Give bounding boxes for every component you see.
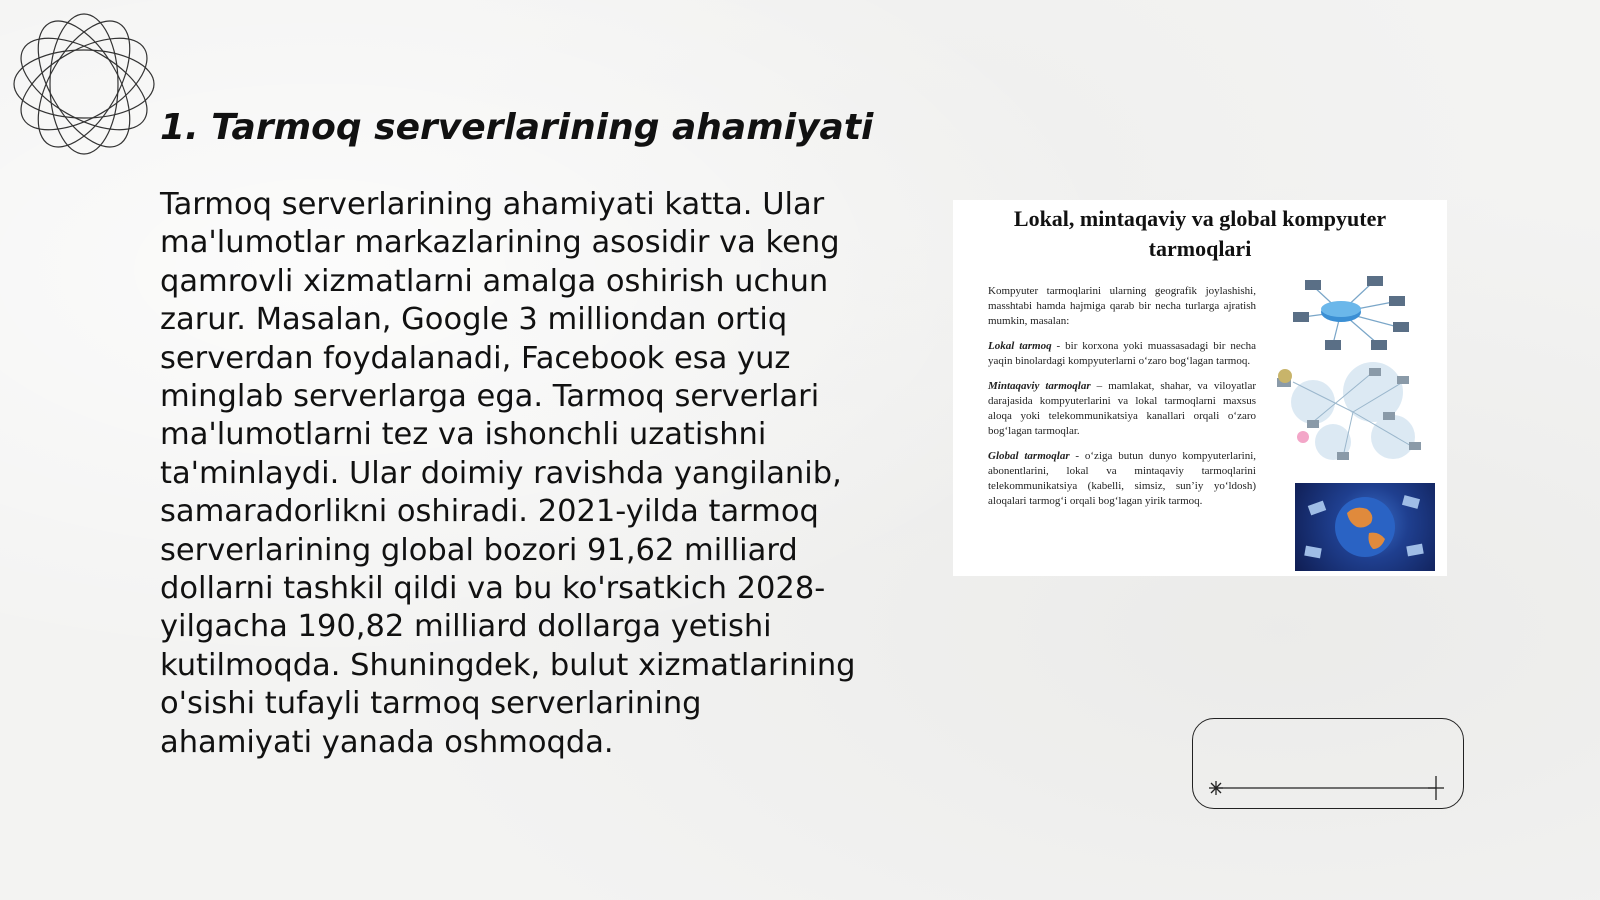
- figure-global-paragraph: [988, 449, 1256, 509]
- regional-text: – mamlakat, shahar, va viloyatlar darajasida kompyuterlarini va lokal tarmoqlarni maxsus aloqa yoki telekommunikatsiya kanallari orqali o‘zaro bog‘lagan tarmoqlar.: [988, 380, 1256, 437]
- local-term: Lokal tarmoq: [988, 340, 1052, 352]
- slide-title: 1. Tarmoq serverlarining ahamiyati: [160, 107, 874, 148]
- cross-star-icon: [1428, 776, 1444, 800]
- globe-image: [1295, 483, 1435, 571]
- sparkle-icon: [1209, 781, 1223, 795]
- local-text: - bir korxona yoki muassasadagi bir necha yaqin binolardagi kompyuterlarni o‘zaro bog‘lagan tarmoq.: [988, 340, 1256, 367]
- figure-title: [953, 204, 1447, 264]
- figure-regional-paragraph: [988, 379, 1256, 439]
- figure-text: [988, 284, 1256, 519]
- circular-ornament: [10, 10, 158, 158]
- network-diagram-icon: [1273, 272, 1431, 472]
- figure-intro: Kompyuter tarmoqlarini ularning geografik joylashishi, masshtabi hamda hajmiga qarab bir necha turlarga ajratish mumkin, masalan:: [988, 285, 1256, 327]
- figure-title-line2: tarmoqlari: [1148, 236, 1252, 261]
- slide-body-text: Tarmoq serverlarining ahamiyati katta. Ular ma'lumotlar markazlarining asosidir va keng qamrovli xizmatlarni amalga oshirish uchun zarur. Masalan, Google 3 milliondan ortiq serverdan foydalanadi, Facebook esa yuz minglab serverlarga ega. Tarmoq serverlari ma'lumotlarni tez va ishonchli uzatishni ta'minlaydi. Ular doimiy ravishda yangilanib, samaradorlikni oshiradi. 2021-yilda tarmoq serverlarining global bozori 91,62 milliard dollarni tashkil qildi va bu ko'rsatkich 2028-yilgacha 190,82 milliard dollarga yetishi kutilmoqda. Shuningdek, bulut xizmatlarining o'sishi tufayli tarmoq serverlarining ahamiyati yanada oshmoqda.: [160, 187, 856, 760]
- global-text: - o‘ziga butun dunyo kompyuterlarini, abonentlarini, lokal va mintaqaviy tarmoqlarini telekommunikatsiya (kabelli, simsiz, sun’iy yo‘ldosh) aloqalari tarmog‘i orqali bog‘lagan yirik tarmoq.: [988, 450, 1256, 507]
- decorative-frame: [1192, 718, 1464, 809]
- network-types-figure: [953, 200, 1447, 576]
- global-term: Global tarmoqlar: [988, 450, 1070, 462]
- figure-title-line1: Lokal, mintaqaviy va global kompyuter: [1013, 206, 1387, 231]
- regional-term: Mintaqaviy tarmoqlar: [988, 380, 1091, 392]
- figure-local-paragraph: [988, 339, 1256, 369]
